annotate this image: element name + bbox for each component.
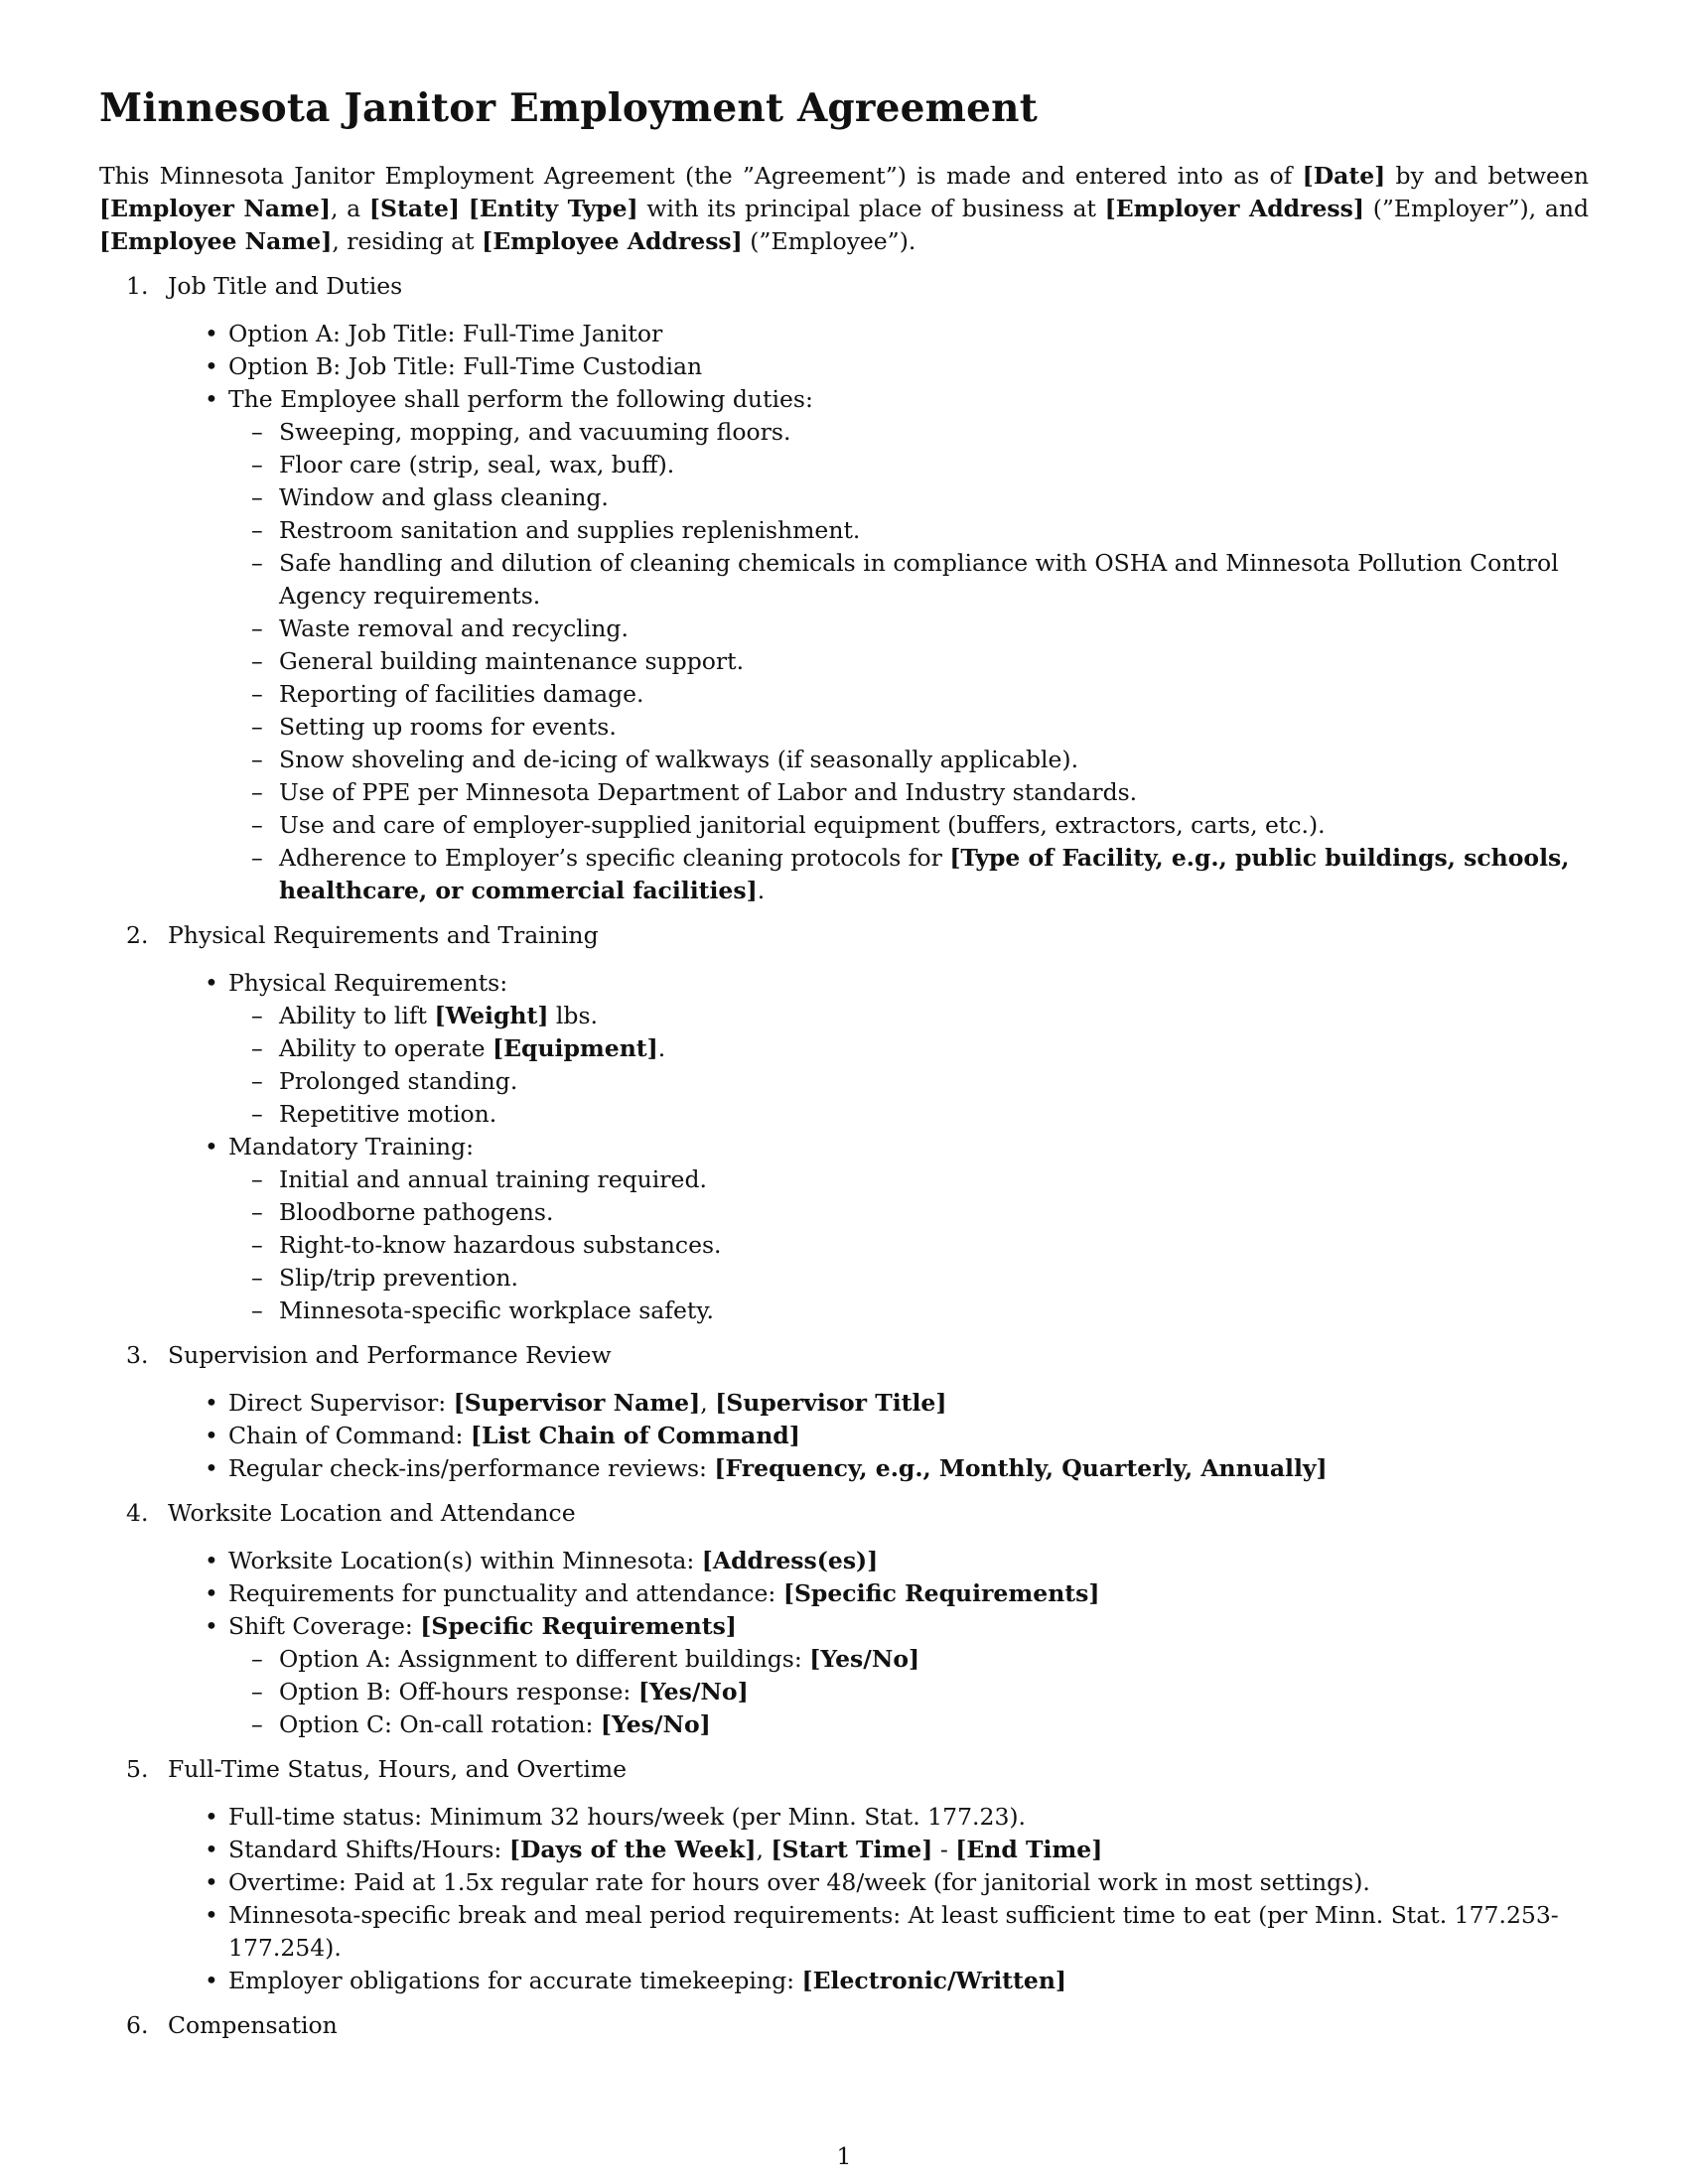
employee-address-field: [Employee Address] <box>482 226 743 255</box>
address-field: [Address(es)] <box>701 1546 879 1574</box>
section-physical-requirements <box>99 919 1589 1327</box>
bullet-list <box>99 318 1589 907</box>
list-item: • Overtime: Paid at 1.5x regular rate for hours over 48/week (for janitorial work in most settings). <box>228 1866 1589 1899</box>
list-item: – Snow shoveling and de-icing of walkways (if seasonally applicable). <box>279 744 1589 776</box>
list-item: • Direct Supervisor: [Supervisor Name], [Supervisor Title] <box>228 1387 1589 1420</box>
list-item: • The Employee shall perform the following duties: – Sweeping, mopping, and vacuuming floors. – Floor care (strip, seal, wax, buff). – Window and glass cleaning. – Restroom sanitation and supplies replenishment. – Safe handling and dilution of cleaning chemicals in compliance with OSHA and Minnesota Pollution Control Agency requirements. – Waste removal and recycling. – General building maintenance support. – Reporting of facilities damage. – Setting up rooms for events. – Snow shoveling and de-icing of walkways (if seasonally applicable). – Use of PPE per Minnesota Department of Labor and Industry standards. – Use and care of employer-supplied janitorial equipment (buffers, extractors, carts, etc.). – Adherence to Employer’s specific cleaning protocols for [Type of Facility, e.g., public buildings, schools, healthcare, or commercial facilities]. <box>228 383 1589 907</box>
list-item: – Window and glass cleaning. <box>279 481 1589 514</box>
list-item: – Ability to operate [Equipment]. <box>279 1032 1589 1065</box>
yes-no-field: [Yes/No] <box>600 1709 711 1738</box>
days-field: [Days of the Week] <box>508 1835 757 1863</box>
list-item: – Option C: On-call rotation: [Yes/No] <box>279 1708 1589 1741</box>
list-item: – Setting up rooms for events. <box>279 711 1589 744</box>
list-item: • Requirements for punctuality and attendance: [Specific Requirements] <box>228 1577 1589 1610</box>
section-supervision <box>99 1339 1589 1485</box>
list-item: • Chain of Command: [List Chain of Command] <box>228 1420 1589 1452</box>
list-item: • Worksite Location(s) within Minnesota: [Address(es)] <box>228 1545 1589 1577</box>
section-heading: 1. Job Title and Duties <box>126 271 403 300</box>
timekeeping-field: [Electronic/Written] <box>801 1966 1067 1994</box>
document-title: Minnesota Janitor Employment Agreement <box>99 85 1038 131</box>
yes-no-field: [Yes/No] <box>809 1644 920 1673</box>
list-item: – Prolonged standing. <box>279 1065 1589 1098</box>
chain-of-command-field: [List Chain of Command] <box>470 1421 800 1449</box>
list-item: – Sweeping, mopping, and vacuuming floors. <box>279 416 1589 449</box>
list-item: – General building maintenance support. <box>279 645 1589 678</box>
sub-list <box>228 1643 1589 1741</box>
list-item: – Restroom sanitation and supplies replenishment. <box>279 514 1589 547</box>
supervisor-name-field: [Supervisor Name] <box>453 1388 701 1417</box>
punctuality-field: [Specific Requirements] <box>782 1578 1100 1607</box>
entity-type-field: [Entity Type] <box>468 194 638 222</box>
equipment-field: [Equipment] <box>492 1033 658 1062</box>
list-item: – Option B: Off-hours response: [Yes/No] <box>279 1676 1589 1708</box>
state-field: [State] <box>368 194 461 222</box>
shift-coverage-field: [Specific Requirements] <box>420 1611 737 1640</box>
section-heading: 6. Compensation <box>126 2010 338 2039</box>
section-heading: 5. Full-Time Status, Hours, and Overtime <box>126 1754 628 1783</box>
list-item: – Waste removal and recycling. <box>279 613 1589 645</box>
review-frequency-field: [Frequency, e.g., Monthly, Quarterly, Annually] <box>714 1453 1328 1482</box>
list-item: – Safe handling and dilution of cleaning chemicals in compliance with OSHA and Minnesota Pollution Control Agency requirements. <box>279 547 1589 613</box>
list-item: – Bloodborne pathogens. <box>279 1196 1589 1229</box>
list-item: – Slip/trip prevention. <box>279 1262 1589 1295</box>
section-hours-overtime <box>99 1753 1589 1997</box>
section-heading: 2. Physical Requirements and Training <box>126 920 599 949</box>
start-time-field: [Start Time] <box>771 1835 933 1863</box>
list-item: • Full-time status: Minimum 32 hours/week (per Minn. Stat. 177.23). <box>228 1801 1589 1834</box>
document-page <box>99 87 1589 2042</box>
list-item: – Adherence to Employer’s specific cleaning protocols for [Type of Facility, e.g., public buildings, schools, healthcare, or commercial facilities]. <box>279 842 1589 907</box>
section-job-title-duties <box>99 270 1589 907</box>
list-item: – Right-to-know hazardous substances. <box>279 1229 1589 1262</box>
list-item: – Initial and annual training required. <box>279 1163 1589 1196</box>
sub-list <box>228 1000 1589 1131</box>
list-item: • Mandatory Training: – Initial and annual training required. – Bloodborne pathogens. – Right-to-know hazardous substances. – Slip/trip prevention. – Minnesota-specific workplace safety. <box>228 1131 1589 1327</box>
list-item: • Standard Shifts/Hours: [Days of the Week], [Start Time] - [End Time] <box>228 1834 1589 1866</box>
list-item: – Use of PPE per Minnesota Department of Labor and Industry standards. <box>279 776 1589 809</box>
facility-type-field: [Type of Facility, e.g., public buildings, schools, healthcare, or commercial facilities] <box>279 843 1570 904</box>
supervisor-title-field: [Supervisor Title] <box>715 1388 947 1417</box>
end-time-field: [End Time] <box>955 1835 1103 1863</box>
list-item: – Floor care (strip, seal, wax, buff). <box>279 449 1589 481</box>
section-heading: 3. Supervision and Performance Review <box>126 1340 612 1369</box>
list-item: • Minnesota-specific break and meal period requirements: At least sufficient time to eat (per Minn. Stat. 177.253-177.254). <box>228 1899 1589 1965</box>
list-item: • Regular check-ins/performance reviews: [Frequency, e.g., Monthly, Quarterly, Annually] <box>228 1452 1589 1485</box>
section-heading: 4. Worksite Location and Attendance <box>126 1498 576 1527</box>
section-worksite <box>99 1497 1589 1741</box>
list-item: • Shift Coverage: [Specific Requirements] – Option A: Assignment to different buildings: [Yes/No] – Option B: Off-hours response: [Yes/No] – Option C: On-call rotation: [Yes/No] <box>228 1610 1589 1741</box>
section-compensation <box>99 2009 1589 2042</box>
list-item: – Minnesota-specific workplace safety. <box>279 1295 1589 1327</box>
list-item: • Option A: Job Title: Full-Time Janitor <box>228 318 1589 350</box>
list-item: – Use and care of employer-supplied janitorial equipment (buffers, extractors, carts, etc.). <box>279 809 1589 842</box>
employee-name-field: [Employee Name] <box>99 226 333 255</box>
list-item: – Option A: Assignment to different buildings: [Yes/No] <box>279 1643 1589 1676</box>
bullet-list <box>99 1387 1589 1485</box>
employer-name-field: [Employer Name] <box>99 194 331 222</box>
list-item: • Employer obligations for accurate timekeeping: [Electronic/Written] <box>228 1965 1589 1997</box>
list-item: – Ability to lift [Weight] lbs. <box>279 1000 1589 1032</box>
sub-list <box>228 1163 1589 1327</box>
duties-list <box>228 416 1589 907</box>
bullet-list <box>99 1545 1589 1741</box>
date-field: [Date] <box>1302 161 1386 190</box>
weight-field: [Weight] <box>434 1001 549 1029</box>
employer-address-field: [Employer Address] <box>1104 194 1364 222</box>
bullet-list <box>99 967 1589 1327</box>
list-item: – Reporting of facilities damage. <box>279 678 1589 711</box>
page-number: 1 <box>836 2142 852 2170</box>
intro-paragraph: This Minnesota Janitor Employment Agreement (the ”Agreement”) is made and entered into as of [Date] by and between [Employer Name], a [State] [Entity Type] with its principal place of business at [Employer Address] (”Employer”), and [Employee Name], residing at [Employee Address] (”Employee”). <box>99 161 1590 255</box>
list-item: – Repetitive motion. <box>279 1098 1589 1131</box>
yes-no-field: [Yes/No] <box>637 1677 749 1706</box>
list-item: • Option B: Job Title: Full-Time Custodian <box>228 350 1589 383</box>
list-item: • Physical Requirements: – Ability to lift [Weight] lbs. – Ability to operate [Equipment]. – Prolonged standing. – Repetitive motion. <box>228 967 1589 1131</box>
bullet-list <box>99 1801 1589 1997</box>
